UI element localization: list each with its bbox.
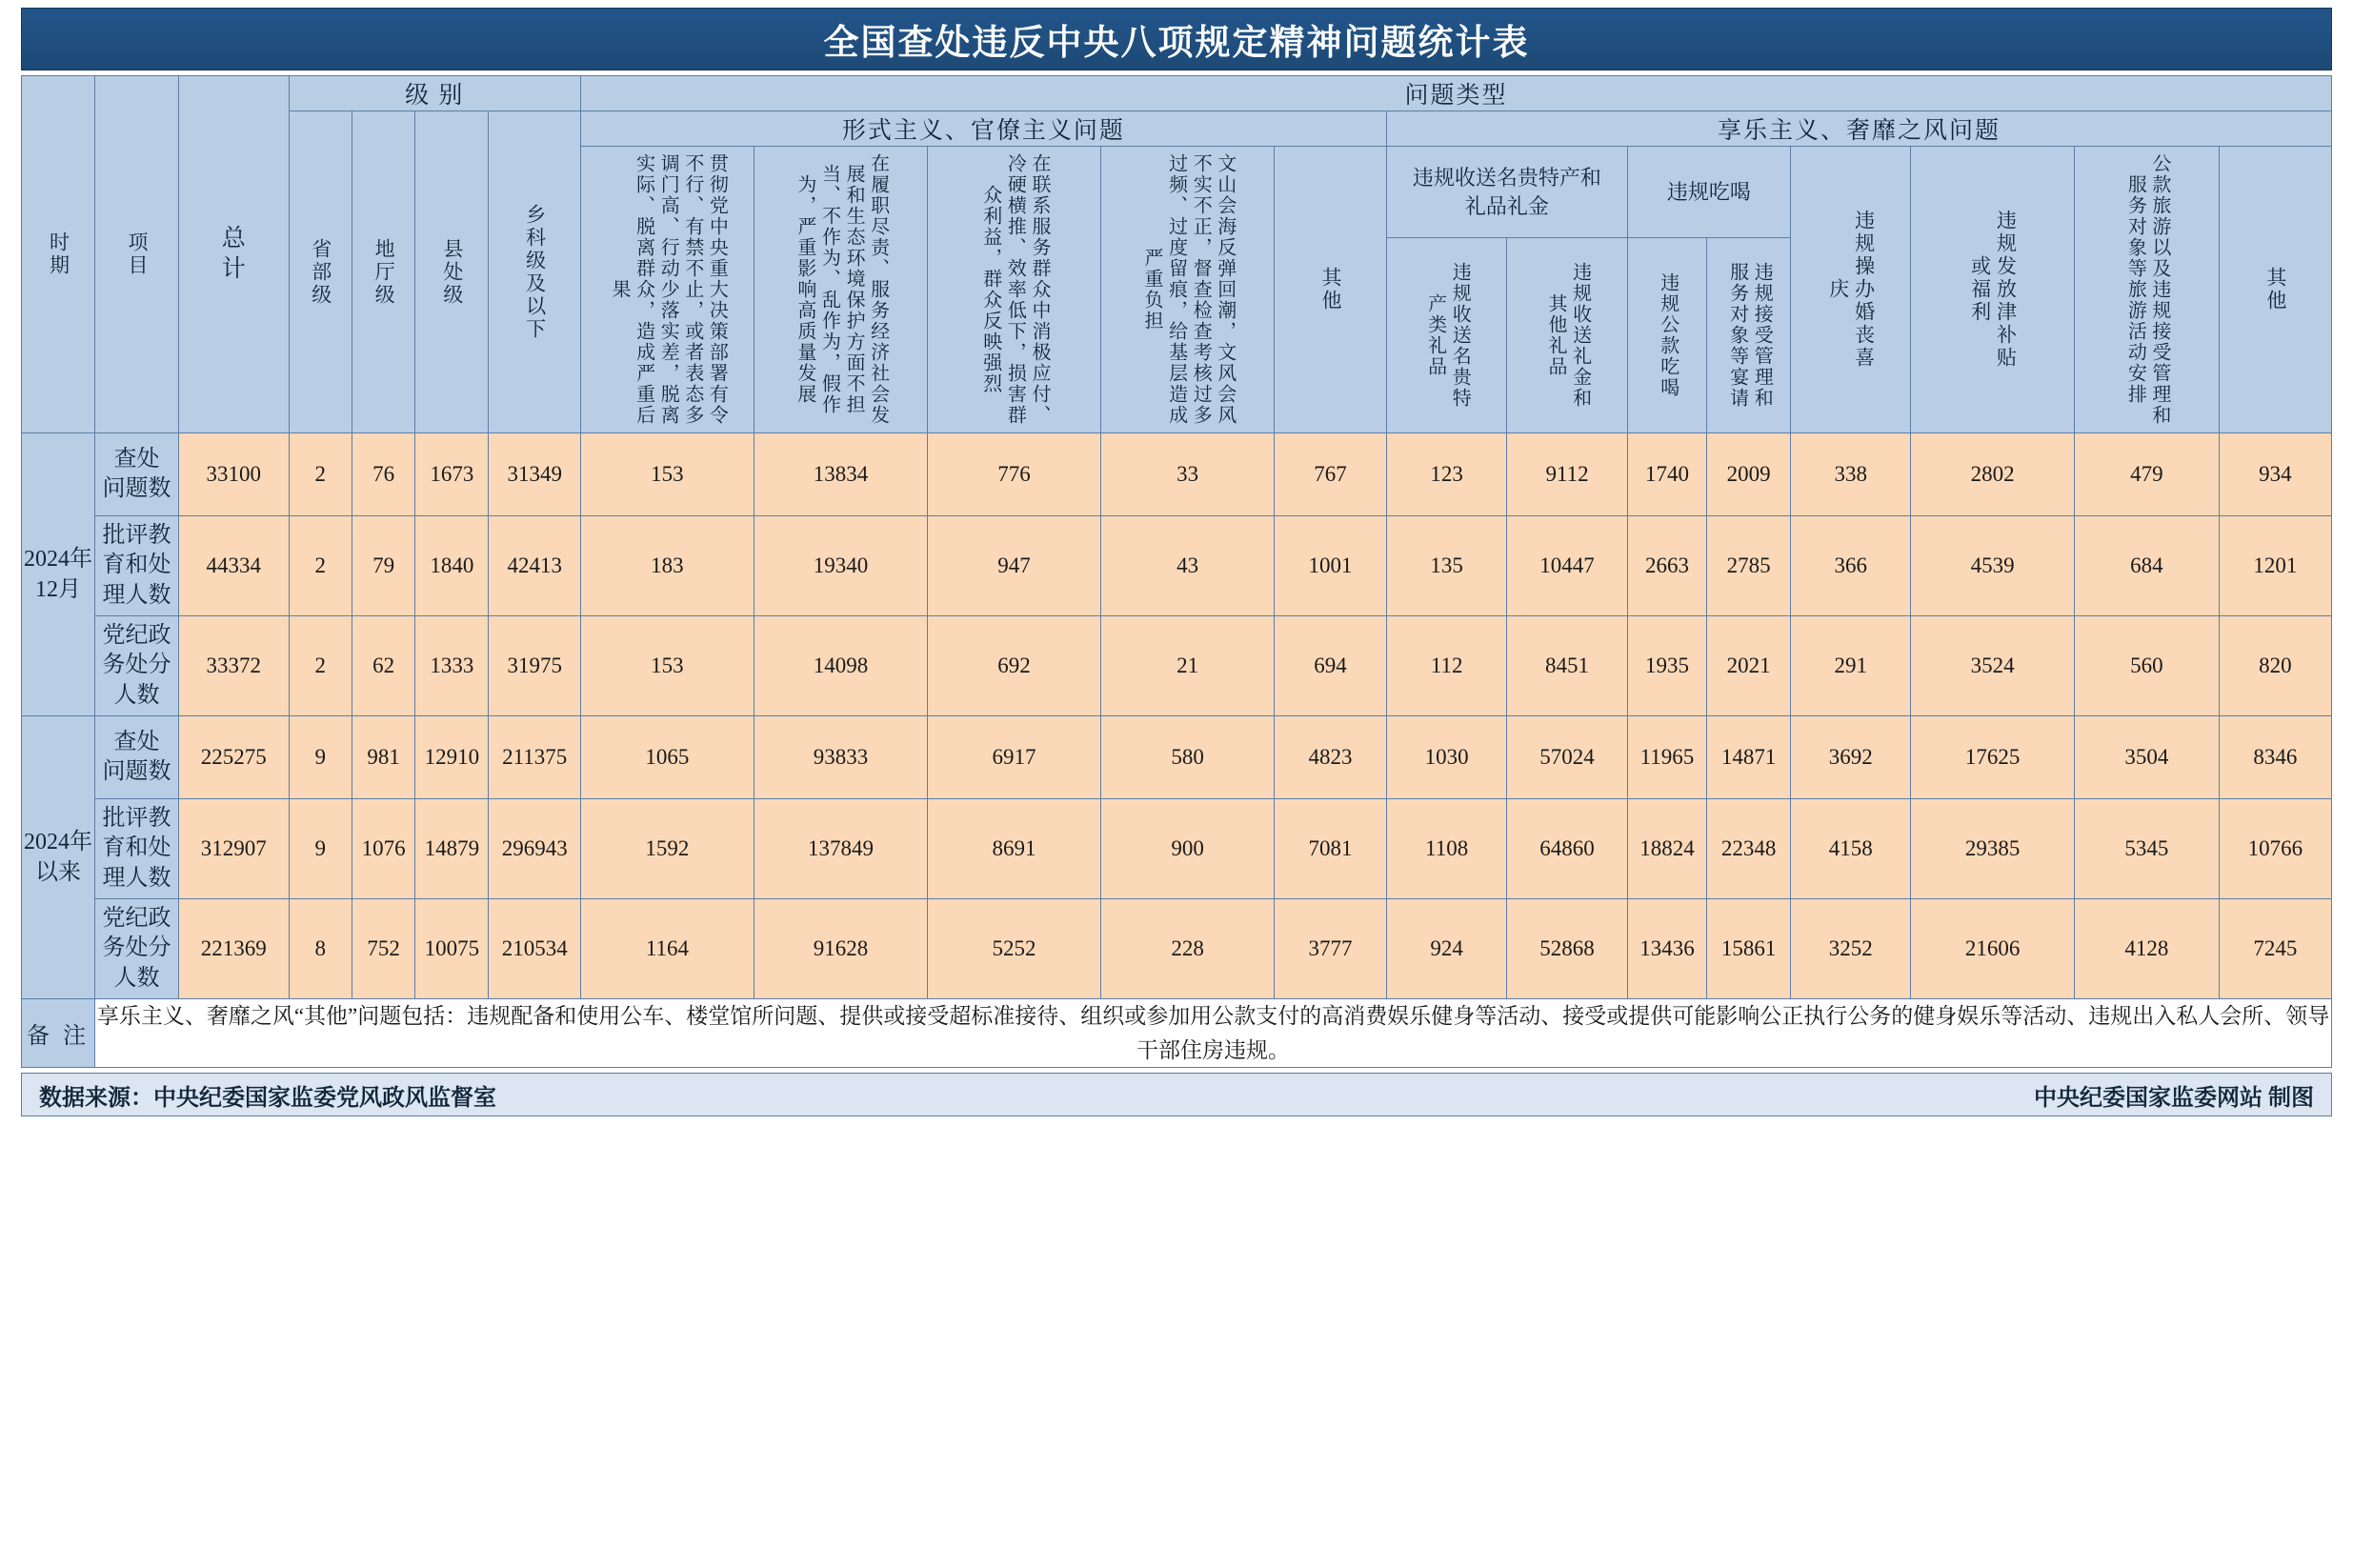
cell-hed-6: 560 — [2074, 616, 2219, 716]
cell-hed-4: 338 — [1791, 433, 1911, 516]
cell-hed-0: 123 — [1386, 433, 1506, 516]
cell-hed-5: 21606 — [1911, 899, 2074, 999]
cell-hed-6: 684 — [2074, 516, 2219, 616]
cell-form-1: 137849 — [754, 799, 927, 899]
th-problem-type-group: 问题类型 — [580, 76, 2331, 111]
cell-form-0: 183 — [580, 516, 754, 616]
cell-level-1: 76 — [352, 433, 414, 516]
cell-hed-3: 14871 — [1707, 716, 1791, 799]
cell-hed-6: 5345 — [2074, 799, 2219, 899]
cell-total: 225275 — [178, 716, 289, 799]
th-level-xianchu: 县处级 — [415, 111, 489, 433]
cell-hed-2: 18824 — [1627, 799, 1707, 899]
cell-level-1: 62 — [352, 616, 414, 716]
cell-form-1: 91628 — [754, 899, 927, 999]
th-item: 项目 — [95, 76, 179, 433]
th-level-diting: 地厅级 — [352, 111, 414, 433]
statistics-table — [21, 75, 2332, 1068]
cell-level-3: 31975 — [489, 616, 580, 716]
cell-form-3: 228 — [1101, 899, 1275, 999]
cell-hed-2: 1740 — [1627, 433, 1707, 516]
th-total: 总 计 — [178, 76, 289, 433]
cell-form-4: 767 — [1275, 433, 1387, 516]
table-row — [22, 516, 2332, 616]
cell-hed-3: 2785 — [1707, 516, 1791, 616]
cell-form-0: 153 — [580, 616, 754, 716]
th-hedonism-wedding: 违规操办婚丧喜庆 — [1791, 147, 1911, 433]
cell-total: 221369 — [178, 899, 289, 999]
row-label: 党纪政 务处分 人数 — [95, 899, 179, 999]
cell-form-4: 4823 — [1275, 716, 1387, 799]
th-formalism-2: 在履职尽责、服务经济社会发展和生态环境保护方面不担当、不作为、乱作为，假作为，严重影响高质量发展 — [754, 147, 927, 433]
th-level-sheng: 省部级 — [289, 111, 352, 433]
cell-level-0: 2 — [289, 516, 352, 616]
cell-hed-4: 291 — [1791, 616, 1911, 716]
th-hedonism-gift-specialty: 违规收送名贵特产类礼品 — [1386, 238, 1506, 433]
cell-form-2: 5252 — [928, 899, 1101, 999]
cell-level-3: 31349 — [489, 433, 580, 516]
th-hedonism-group-dining: 违规吃喝 — [1627, 147, 1790, 238]
th-level-xiangke: 乡科级及以下 — [489, 111, 580, 433]
cell-hed-3: 22348 — [1707, 799, 1791, 899]
cell-hed-4: 366 — [1791, 516, 1911, 616]
row-label: 党纪政 务处分 人数 — [95, 616, 179, 716]
cell-form-0: 1164 — [580, 899, 754, 999]
cell-hed-1: 64860 — [1507, 799, 1627, 899]
cell-total: 312907 — [178, 799, 289, 899]
note-text: 享乐主义、奢靡之风“其他”问题包括：违规配备和使用公车、楼堂馆所问题、提供或接受超标准接待、组织或参加用公款支付的高消费娱乐健身等活动、接受或提供可能影响公正执行公务的健身娱乐等活动、违规出入私人会所、领导干部住房违规。 — [95, 999, 2332, 1068]
cell-hed-5: 3524 — [1911, 616, 2074, 716]
cell-level-1: 981 — [352, 716, 414, 799]
period-cell-1: 2024年 12月 — [22, 433, 95, 716]
table-row — [22, 716, 2332, 799]
note-row — [22, 999, 2332, 1068]
cell-hed-6: 4128 — [2074, 899, 2219, 999]
cell-hed-3: 2009 — [1707, 433, 1791, 516]
cell-form-3: 580 — [1101, 716, 1275, 799]
period-cell-2: 2024年 以来 — [22, 716, 95, 999]
cell-level-2: 14879 — [415, 799, 489, 899]
chart-maker-text: 中央纪委国家监委网站 制图 — [2034, 1085, 2314, 1111]
cell-hed-0: 135 — [1386, 516, 1506, 616]
cell-level-1: 79 — [352, 516, 414, 616]
cell-form-0: 1065 — [580, 716, 754, 799]
cell-hed-0: 1030 — [1386, 716, 1506, 799]
th-level-group: 级 别 — [289, 76, 580, 111]
cell-hed-0: 1108 — [1386, 799, 1506, 899]
cell-hed-4: 3252 — [1791, 899, 1911, 999]
cell-level-2: 1840 — [415, 516, 489, 616]
cell-form-3: 33 — [1101, 433, 1275, 516]
cell-form-2: 8691 — [928, 799, 1101, 899]
table-row — [22, 899, 2332, 999]
cell-hed-1: 52868 — [1507, 899, 1627, 999]
cell-total: 33372 — [178, 616, 289, 716]
cell-form-3: 43 — [1101, 516, 1275, 616]
row-label: 批评教 育和处 理人数 — [95, 799, 179, 899]
cell-level-2: 1333 — [415, 616, 489, 716]
cell-form-0: 153 — [580, 433, 754, 516]
cell-level-2: 1673 — [415, 433, 489, 516]
cell-level-0: 9 — [289, 799, 352, 899]
cell-total: 33100 — [178, 433, 289, 516]
cell-form-2: 692 — [928, 616, 1101, 716]
cell-form-2: 947 — [928, 516, 1101, 616]
cell-form-4: 694 — [1275, 616, 1387, 716]
cell-hed-6: 479 — [2074, 433, 2219, 516]
row-label: 查处 问题数 — [95, 716, 179, 799]
cell-hed-0: 112 — [1386, 616, 1506, 716]
cell-level-3: 42413 — [489, 516, 580, 616]
cell-hed-2: 11965 — [1627, 716, 1707, 799]
cell-level-2: 10075 — [415, 899, 489, 999]
cell-hed-2: 2663 — [1627, 516, 1707, 616]
th-hedonism-allowance: 违规发放津补贴或福利 — [1911, 147, 2074, 433]
cell-level-3: 210534 — [489, 899, 580, 999]
row-label: 查处 问题数 — [95, 433, 179, 516]
cell-level-0: 2 — [289, 433, 352, 516]
row-label: 批评教 育和处 理人数 — [95, 516, 179, 616]
cell-form-1: 13834 — [754, 433, 927, 516]
cell-level-2: 12910 — [415, 716, 489, 799]
page-title: 全国查处违反中央八项规定精神问题统计表 — [21, 8, 2332, 70]
cell-level-3: 296943 — [489, 799, 580, 899]
cell-hed-1: 9112 — [1507, 433, 1627, 516]
cell-hed-7: 934 — [2219, 433, 2331, 516]
cell-hed-0: 924 — [1386, 899, 1506, 999]
header-row-2 — [22, 111, 2332, 147]
th-group-formalism: 形式主义、官僚主义问题 — [580, 111, 1386, 147]
th-formalism-other: 其他 — [1275, 147, 1387, 433]
cell-hed-3: 15861 — [1707, 899, 1791, 999]
cell-hed-5: 4539 — [1911, 516, 2074, 616]
cell-form-1: 93833 — [754, 716, 927, 799]
cell-hed-7: 8346 — [2219, 716, 2331, 799]
th-hedonism-gift-money: 违规收送礼金和其他礼品 — [1507, 238, 1627, 433]
cell-level-0: 8 — [289, 899, 352, 999]
header-row-1 — [22, 76, 2332, 111]
table-row — [22, 799, 2332, 899]
source-bar — [21, 1073, 2332, 1116]
cell-hed-4: 4158 — [1791, 799, 1911, 899]
cell-hed-5: 2802 — [1911, 433, 2074, 516]
cell-hed-2: 13436 — [1627, 899, 1707, 999]
cell-form-3: 21 — [1101, 616, 1275, 716]
cell-hed-7: 1201 — [2219, 516, 2331, 616]
cell-hed-7: 820 — [2219, 616, 2331, 716]
cell-level-0: 2 — [289, 616, 352, 716]
cell-level-3: 211375 — [489, 716, 580, 799]
data-source-text: 数据来源：中央纪委国家监委党风政风监督室 — [39, 1085, 496, 1111]
cell-form-3: 900 — [1101, 799, 1275, 899]
th-hedonism-public-dining: 违规公款吃喝 — [1627, 238, 1707, 433]
cell-hed-7: 10766 — [2219, 799, 2331, 899]
th-period: 时期 — [22, 76, 95, 433]
cell-hed-5: 29385 — [1911, 799, 2074, 899]
cell-form-1: 14098 — [754, 616, 927, 716]
cell-form-4: 7081 — [1275, 799, 1387, 899]
th-hedonism-other: 其他 — [2219, 147, 2331, 433]
th-hedonism-travel: 公款旅游以及违规接受管理和服务对象等旅游活动安排 — [2074, 147, 2219, 433]
cell-level-1: 1076 — [352, 799, 414, 899]
cell-level-1: 752 — [352, 899, 414, 999]
cell-hed-1: 8451 — [1507, 616, 1627, 716]
table-row — [22, 616, 2332, 716]
cell-hed-6: 3504 — [2074, 716, 2219, 799]
cell-form-1: 19340 — [754, 516, 927, 616]
th-formalism-4: 文山会海反弹回潮，文风会风不实不正，督查检查考核过多过频、过度留痕，给基层造成严重负担 — [1101, 147, 1275, 433]
th-hedonism-banquet: 违规接受管理和服务对象等宴请 — [1707, 238, 1791, 433]
cell-hed-1: 10447 — [1507, 516, 1627, 616]
cell-hed-2: 1935 — [1627, 616, 1707, 716]
cell-form-0: 1592 — [580, 799, 754, 899]
th-formalism-1: 贯彻党中央重大决策部署有令不行、有禁不止，或者表态多调门高、行动少落实差，脱离实际、脱离群众，造成严重后果 — [580, 147, 754, 433]
cell-total: 44334 — [178, 516, 289, 616]
note-label: 备 注 — [22, 999, 95, 1068]
th-group-hedonism: 享乐主义、奢靡之风问题 — [1386, 111, 2331, 147]
cell-hed-5: 17625 — [1911, 716, 2074, 799]
cell-hed-1: 57024 — [1507, 716, 1627, 799]
cell-hed-4: 3692 — [1791, 716, 1911, 799]
cell-hed-3: 2021 — [1707, 616, 1791, 716]
cell-form-4: 3777 — [1275, 899, 1387, 999]
table-row — [22, 433, 2332, 516]
cell-form-4: 1001 — [1275, 516, 1387, 616]
cell-hed-7: 7245 — [2219, 899, 2331, 999]
th-formalism-3: 在联系服务群众中消极应付、冷硬横推、效率低下，损害群众利益，群众反映强烈 — [928, 147, 1101, 433]
th-hedonism-group-gift: 违规收送名贵特产和礼品礼金 — [1386, 147, 1627, 238]
cell-form-2: 776 — [928, 433, 1101, 516]
cell-level-0: 9 — [289, 716, 352, 799]
cell-form-2: 6917 — [928, 716, 1101, 799]
